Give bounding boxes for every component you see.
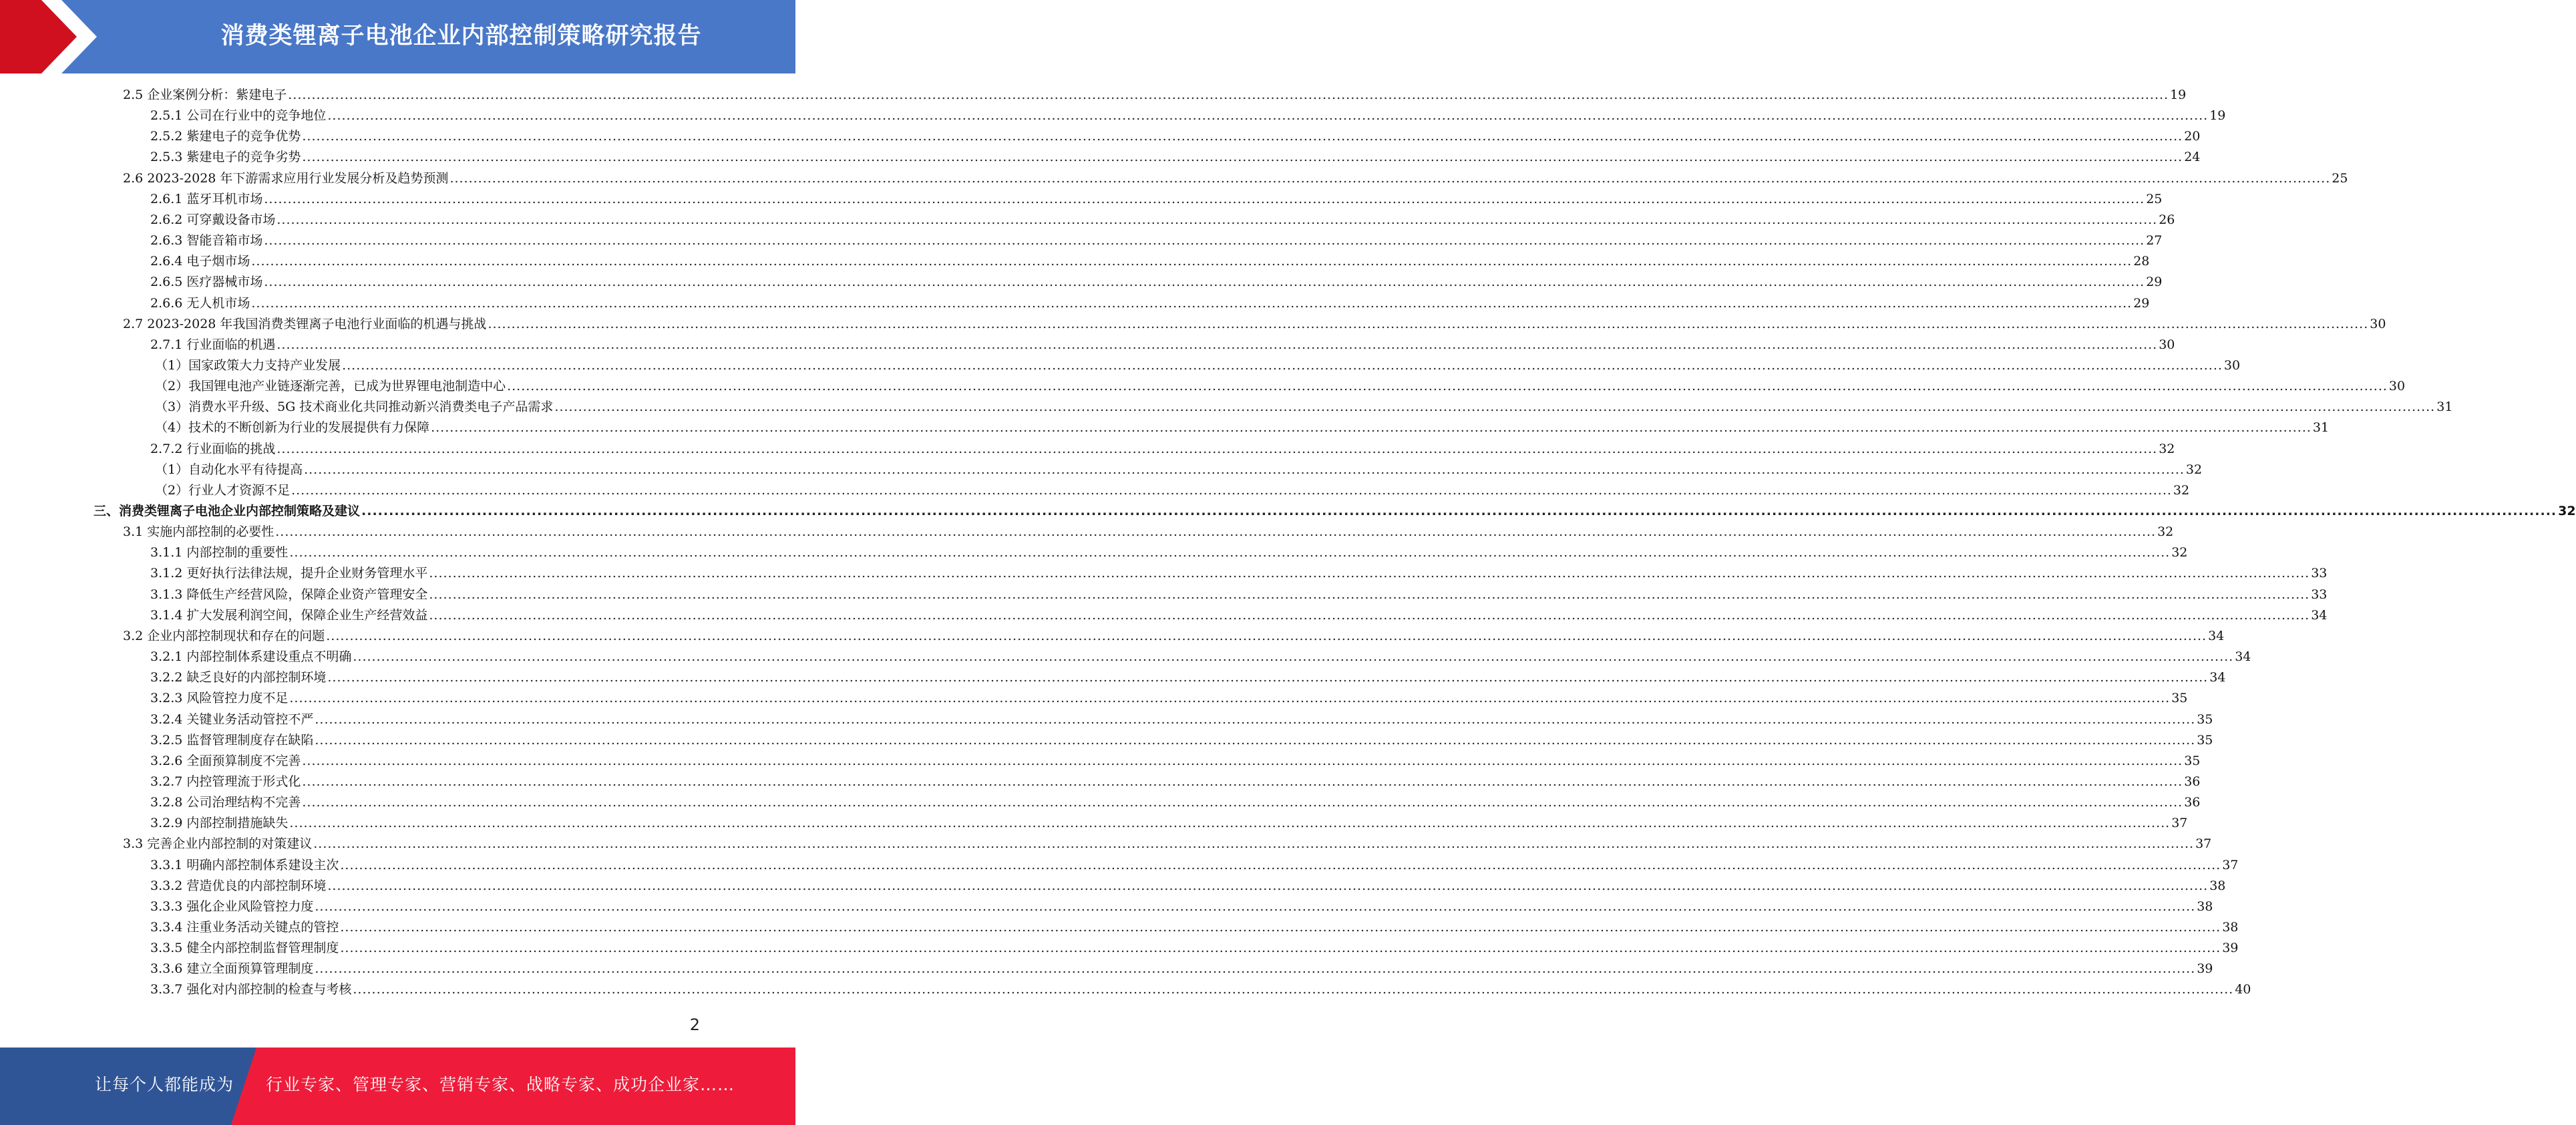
toc-entry-page-number: 34 — [2208, 628, 2225, 643]
toc-dot-leader: ................................................................................................................................................................................................................................................................................................................................................................................................................ — [449, 170, 2331, 186]
toc-dot-leader: ................................................................................................................................................................................................................................................................................................................................................................................................................ — [554, 399, 2436, 415]
toc-entry[interactable] — [150, 563, 2328, 584]
toc-entry-label: 3.3.5 健全内部控制监督管理制度 — [150, 941, 339, 956]
toc-dot-leader: ................................................................................................................................................................................................................................................................................................................................................................................................................ — [277, 337, 2158, 352]
toc-dot-leader: ................................................................................................................................................................................................................................................................................................................................................................................................................ — [304, 462, 2185, 477]
toc-dot-leader: ................................................................................................................................................................................................................................................................................................................................................................................................................ — [429, 607, 2310, 623]
toc-entry[interactable] — [150, 938, 2239, 959]
toc-entry-label: 3.3.7 强化对内部控制的检查与考核 — [150, 982, 352, 997]
toc-entry-page-number: 33 — [2311, 587, 2328, 602]
toc-entry-page-number: 24 — [2184, 150, 2201, 165]
toc-entry-page-number: 32 — [2157, 524, 2174, 540]
toc-entry[interactable] — [150, 792, 2201, 813]
toc-dot-leader: ................................................................................................................................................................................................................................................................................................................................................................................................................ — [353, 649, 2234, 665]
toc-entry-page-number: 29 — [2133, 295, 2150, 311]
toc-entry-label: 3.2.7 内控管理流于形式化 — [150, 774, 301, 789]
toc-entry-label: （2）行业人才资源不足 — [155, 482, 291, 498]
toc-entry-label: 2.7.2 行业面临的挑战 — [150, 441, 276, 456]
toc-entry-label: 2.7.1 行业面临的机遇 — [150, 337, 276, 352]
toc-dot-leader: ................................................................................................................................................................................................................................................................................................................................................................................................................ — [289, 691, 2171, 706]
toc-entry-label: （1）国家政策大力支持产业发展 — [155, 357, 341, 373]
toc-entry[interactable] — [150, 709, 2213, 730]
toc-entry-page-number: 40 — [2235, 982, 2251, 997]
toc-entry-page-number: 37 — [2195, 836, 2212, 852]
toc-dot-leader: ................................................................................................................................................................................................................................................................................................................................................................................................................ — [302, 129, 2183, 144]
toc-entry-label: 2.6.4 电子烟市场 — [150, 254, 250, 269]
toc-dot-leader: ................................................................................................................................................................................................................................................................................................................................................................................................................ — [327, 878, 2209, 893]
toc-dot-leader: ................................................................................................................................................................................................................................................................................................................................................................................................................ — [353, 982, 2234, 997]
toc-entry[interactable] — [150, 751, 2201, 772]
toc-dot-leader: ................................................................................................................................................................................................................................................................................................................................................................................................................ — [302, 150, 2183, 165]
toc-entry-page-number: 34 — [2209, 670, 2226, 685]
toc-entry-label: 2.6.6 无人机市场 — [150, 295, 250, 311]
toc-entry-label: 2.5.1 公司在行业中的竞争地位 — [150, 108, 327, 124]
toc-entry-page-number: 28 — [2133, 254, 2150, 269]
toc-entry[interactable] — [150, 189, 2163, 210]
toc-entry[interactable] — [150, 647, 2251, 667]
toc-entry[interactable] — [150, 876, 2226, 897]
toc-entry[interactable] — [155, 397, 2453, 418]
toc-entry[interactable] — [150, 542, 2188, 563]
toc-entry-label: 3.3.6 建立全面预算管理制度 — [150, 961, 314, 977]
toc-entry-label: 2.6 2023-2028 年下游需求应用行业发展分析及趋势预测 — [123, 170, 449, 186]
toc-entry-page-number: 39 — [2197, 961, 2213, 977]
toc-entry-page-number: 32 — [2159, 441, 2175, 456]
toc-entry-page-number: 32 — [2185, 462, 2203, 477]
toc-dot-leader: ................................................................................................................................................................................................................................................................................................................................................................................................................ — [315, 899, 2196, 914]
toc-dot-leader: ................................................................................................................................................................................................................................................................................................................................................................................................................ — [429, 587, 2310, 602]
toc-dot-leader: ................................................................................................................................................................................................................................................................................................................................................................................................................ — [340, 920, 2221, 935]
toc-entry-label: 3.1.4 扩大发展利润空间，保障企业生产经营效益 — [150, 607, 428, 623]
toc-entry-page-number: 33 — [2311, 566, 2328, 581]
toc-entry[interactable] — [150, 439, 2175, 460]
toc-entry-page-number: 34 — [2311, 607, 2328, 623]
toc-entry[interactable] — [155, 480, 2190, 501]
toc-entry[interactable] — [150, 251, 2150, 272]
toc-entry[interactable] — [150, 959, 2213, 979]
toc-dot-leader: ................................................................................................................................................................................................................................................................................................................................................................................................................ — [327, 670, 2209, 685]
toc-entry-page-number: 39 — [2222, 941, 2239, 956]
toc-dot-leader: ................................................................................................................................................................................................................................................................................................................................................................................................................ — [315, 961, 2196, 977]
toc-entry-label: 三、消费类锂离子电池企业内部控制策略及建议 — [94, 504, 361, 518]
toc-entry-label: 2.5 企业案例分析：紫建电子 — [123, 88, 287, 102]
toc-entry-page-number: 27 — [2146, 233, 2163, 249]
toc-entry-label: 3.2.8 公司治理结构不完善 — [150, 795, 301, 810]
toc-entry[interactable] — [150, 917, 2239, 938]
toc-entry-label: 3.1 实施内部控制的必要性 — [123, 524, 274, 540]
toc-entry[interactable] — [150, 897, 2213, 917]
toc-dot-leader: ................................................................................................................................................................................................................................................................................................................................................................................................................ — [251, 254, 2133, 269]
toc-entry-page-number: 19 — [2170, 88, 2187, 102]
toc-entry-label: （1）自动化水平有待提高 — [155, 462, 303, 477]
toc-entry-page-number: 36 — [2184, 774, 2201, 789]
toc-entry-label: 3.3.3 强化企业风险管控力度 — [150, 899, 314, 914]
toc-entry[interactable] — [150, 210, 2175, 230]
toc-entry-page-number: 37 — [2171, 816, 2188, 831]
page-number: 2 — [689, 1015, 700, 1034]
toc-entry-page-number: 38 — [2197, 899, 2213, 914]
toc-entry-label: 2.6.2 可穿戴设备市场 — [150, 212, 276, 227]
report-title: 消费类锂离子电池企业内部控制策略研究报告 — [220, 23, 702, 49]
toc-dot-leader: ................................................................................................................................................................................................................................................................................................................................................................................................................ — [302, 795, 2183, 810]
toc-entry-label: 2.5.2 紫建电子的竞争优势 — [150, 129, 301, 144]
toc-dot-leader: ................................................................................................................................................................................................................................................................................................................................................................................................................ — [264, 233, 2145, 249]
toc-dot-leader: ................................................................................................................................................................................................................................................................................................................................................................................................................ — [302, 753, 2183, 768]
toc-entry[interactable] — [123, 626, 2225, 647]
toc-entry[interactable] — [150, 688, 2188, 709]
toc-dot-leader: ................................................................................................................................................................................................................................................................................................................................................................................................................ — [327, 108, 2209, 124]
toc-entry-label: 2.6.5 医疗器械市场 — [150, 275, 263, 290]
toc-dot-leader: ................................................................................................................................................................................................................................................................................................................................................................................................................ — [313, 836, 2195, 852]
toc-entry-page-number: 35 — [2184, 753, 2201, 768]
toc-entry-label: 3.3 完善企业内部控制的对策建议 — [123, 836, 313, 852]
toc-dot-leader: ................................................................................................................................................................................................................................................................................................................................................................................................................ — [288, 88, 2169, 102]
toc-dot-leader: ................................................................................................................................................................................................................................................................................................................................................................................................................ — [431, 420, 2312, 436]
toc-entry-label: 3.2.5 监督管理制度存在缺陷 — [150, 732, 314, 748]
toc-entry[interactable] — [150, 147, 2201, 168]
toc-entry[interactable] — [94, 501, 2576, 522]
toc-entry[interactable] — [150, 272, 2163, 293]
toc-entry-page-number: 30 — [2159, 337, 2175, 352]
toc-entry-label: （2）我国锂电池产业链逐渐完善，已成为世界锂电池制造中心 — [155, 379, 506, 394]
toc-dot-leader: ................................................................................................................................................................................................................................................................................................................................................................................................................ — [340, 941, 2221, 956]
header-chevron-graphic — [0, 0, 114, 73]
toc-entry-page-number: 32 — [2558, 504, 2576, 518]
toc-entry-label: 3.2.6 全面预算制度不完善 — [150, 753, 301, 768]
toc-entry[interactable] — [123, 834, 2212, 854]
toc-dot-leader: ................................................................................................................................................................................................................................................................................................................................................................................................................ — [488, 316, 2369, 331]
toc-entry-label: （3）消费水平升级、5G 技术商业化共同推动新兴消费类电子产品需求 — [155, 399, 554, 415]
toc-entry[interactable] — [150, 667, 2226, 688]
toc-entry[interactable] — [150, 605, 2328, 626]
toc-entry-label: 3.3.2 营造优良的内部控制环境 — [150, 878, 327, 893]
footer-banner — [0, 1048, 795, 1125]
toc-entry[interactable] — [150, 730, 2213, 751]
footer-slogan-left: 让每个人都能成为 — [95, 1075, 234, 1094]
toc-entry[interactable] — [150, 126, 2201, 147]
toc-entry-label: 3.1.2 更好执行法律法规，提升企业财务管理水平 — [150, 566, 428, 581]
toc-entry[interactable] — [155, 376, 2406, 397]
toc-entry[interactable] — [123, 522, 2174, 542]
toc-entry[interactable] — [123, 314, 2386, 335]
toc-entry-page-number: 32 — [2171, 545, 2188, 560]
toc-entry[interactable] — [150, 230, 2163, 251]
toc-entry-label: 2.7 2023-2028 年我国消费类锂离子电池行业面临的机遇与挑战 — [123, 316, 487, 331]
toc-dot-leader: ................................................................................................................................................................................................................................................................................................................................................................................................................ — [251, 295, 2133, 311]
toc-entry-page-number: 30 — [2370, 316, 2386, 331]
toc-dot-leader: ................................................................................................................................................................................................................................................................................................................................................................................................................ — [264, 275, 2145, 290]
toc-dot-leader: ................................................................................................................................................................................................................................................................................................................................................................................................................ — [315, 732, 2196, 748]
toc-dot-leader: ................................................................................................................................................................................................................................................................................................................................................................................................................ — [264, 191, 2145, 206]
toc-entry-label: 3.2.3 风险管控力度不足 — [150, 691, 289, 706]
toc-entry[interactable] — [150, 106, 2226, 126]
toc-entry-page-number: 38 — [2222, 920, 2239, 935]
toc-entry-page-number: 30 — [2223, 357, 2241, 373]
toc-entry-page-number: 35 — [2171, 691, 2188, 706]
toc-entry[interactable] — [150, 335, 2175, 355]
toc-entry-page-number: 35 — [2197, 732, 2213, 748]
toc-entry-page-number: 29 — [2146, 275, 2163, 290]
toc-entry[interactable] — [123, 85, 2187, 106]
toc-entry-label: 2.6.1 蓝牙耳机市场 — [150, 191, 263, 206]
toc-dot-leader: ................................................................................................................................................................................................................................................................................................................................................................................................................ — [291, 482, 2172, 498]
toc-dot-leader: ................................................................................................................................................................................................................................................................................................................................................................................................................ — [277, 212, 2158, 227]
toc-entry-page-number: 35 — [2197, 711, 2213, 727]
toc-entry-label: 3.1.3 降低生产经营风险，保障企业资产管理安全 — [150, 587, 428, 602]
toc-entry-label: 3.2.4 关键业务活动管控不严 — [150, 711, 314, 727]
toc-entry[interactable] — [150, 813, 2188, 834]
toc-dot-leader: ................................................................................................................................................................................................................................................................................................................................................................................................................ — [289, 816, 2171, 831]
toc-entry-label: 3.2.1 内部控制体系建设重点不明确 — [150, 649, 352, 665]
toc-entry-label: 3.1.1 内部控制的重要性 — [150, 545, 289, 560]
toc-dot-leader: ................................................................................................................................................................................................................................................................................................................................................................................................................ — [302, 774, 2183, 789]
toc-entry-page-number: 38 — [2209, 878, 2226, 893]
toc-entry-label: 2.6.3 智能音箱市场 — [150, 233, 263, 249]
toc-entry[interactable] — [150, 855, 2239, 876]
toc-dot-leader: ................................................................................................................................................................................................................................................................................................................................................................................................................ — [342, 357, 2223, 373]
toc-entry[interactable] — [150, 585, 2328, 605]
toc-entry-page-number: 19 — [2209, 108, 2226, 124]
toc-dot-leader: ................................................................................................................................................................................................................................................................................................................................................................................................................ — [326, 628, 2207, 643]
toc-entry[interactable] — [150, 772, 2201, 792]
toc-entry[interactable] — [155, 460, 2203, 480]
toc-dot-leader: ................................................................................................................................................................................................................................................................................................................................................................................................................ — [340, 857, 2221, 872]
toc-dot-leader: ................................................................................................................................................................................................................................................................................................................................................................................................................ — [315, 711, 2196, 727]
toc-entry-page-number: 37 — [2222, 857, 2239, 872]
toc-dot-leader: ................................................................................................................................................................................................................................................................................................................................................................................................................ — [361, 504, 2557, 518]
toc-entry-page-number: 20 — [2184, 129, 2201, 144]
toc-entry[interactable] — [150, 979, 2251, 1000]
toc-dot-leader: ................................................................................................................................................................................................................................................................................................................................................................................................................ — [507, 379, 2388, 394]
toc-entry-page-number: 31 — [2436, 399, 2453, 415]
toc-entry-label: （4）技术的不断创新为行业的发展提供有力保障 — [155, 420, 430, 436]
toc-dot-leader: ................................................................................................................................................................................................................................................................................................................................................................................................................ — [289, 545, 2171, 560]
toc-entry-page-number: 36 — [2184, 795, 2201, 810]
toc-entry-page-number: 26 — [2159, 212, 2175, 227]
toc-entry-page-number: 34 — [2235, 649, 2251, 665]
toc-entry-label: 3.3.4 注重业务活动关键点的管控 — [150, 920, 339, 935]
toc-entry-page-number: 31 — [2312, 420, 2330, 436]
toc-entry[interactable] — [150, 293, 2150, 314]
toc-dot-leader: ................................................................................................................................................................................................................................................................................................................................................................................................................ — [275, 524, 2157, 540]
toc-entry-label: 3.2.2 缺乏良好的内部控制环境 — [150, 670, 327, 685]
footer-slogan-right: 行业专家、管理专家、营销专家、战略专家、成功企业家…… — [266, 1075, 735, 1094]
toc-entry-label: 2.5.3 紫建电子的竞争劣势 — [150, 150, 301, 165]
toc-entry[interactable] — [155, 355, 2241, 376]
toc-entry-label: 3.2.9 内部控制措施缺失 — [150, 816, 289, 831]
toc-entry-page-number: 25 — [2332, 170, 2348, 186]
toc-entry[interactable] — [155, 418, 2330, 438]
toc-entry-page-number: 25 — [2146, 191, 2163, 206]
toc-dot-leader: ................................................................................................................................................................................................................................................................................................................................................................................................................ — [429, 566, 2310, 581]
header-banner — [0, 0, 795, 73]
toc-entry-label: 3.3.1 明确内部控制体系建设主次 — [150, 857, 339, 872]
toc-entry-page-number: 32 — [2173, 482, 2190, 498]
toc-dot-leader: ................................................................................................................................................................................................................................................................................................................................................................................................................ — [277, 441, 2158, 456]
toc-entry-page-number: 30 — [2388, 379, 2406, 394]
toc-entry-label: 3.2 企业内部控制现状和存在的问题 — [123, 628, 325, 643]
toc-entry[interactable] — [123, 168, 2348, 189]
